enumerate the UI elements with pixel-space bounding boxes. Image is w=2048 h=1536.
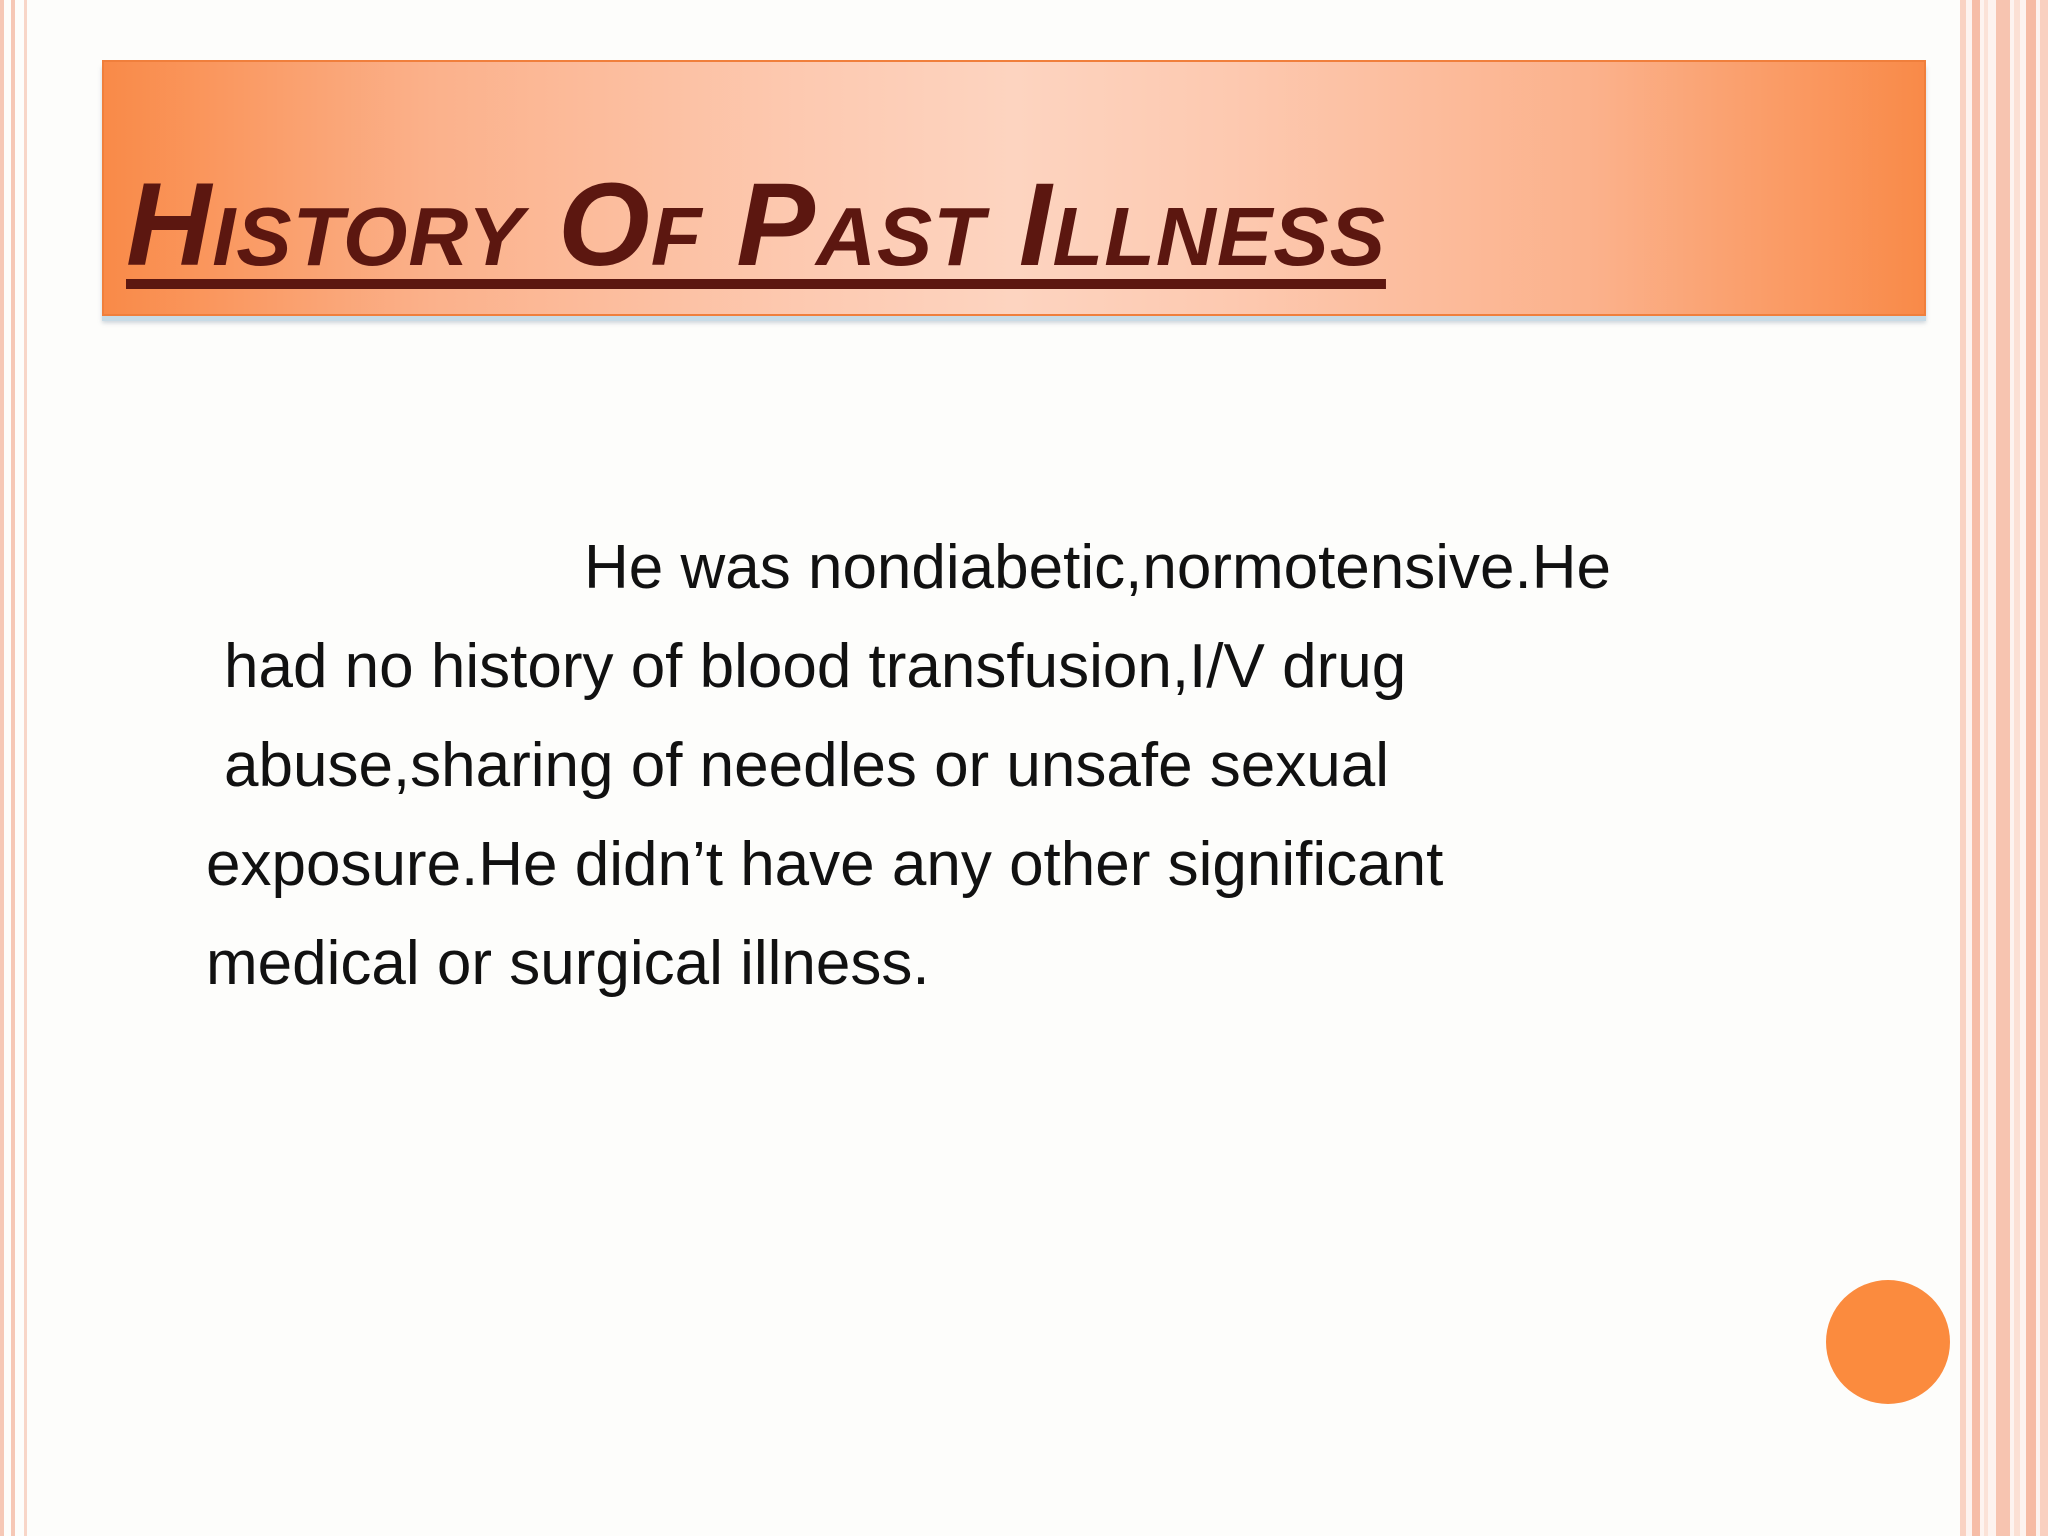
left-border-stripe: [11, 0, 15, 1536]
body-line: abuse,sharing of needles or unsafe sexual: [224, 731, 1390, 800]
slide-title: History Of Past Illness: [126, 159, 1386, 291]
body-line: exposure.He didn’t have any other significant: [206, 830, 1444, 899]
left-border-stripe: [24, 0, 27, 1536]
left-border-stripe: [0, 0, 4, 1536]
right-border-stripe: [1984, 0, 1988, 1536]
right-border-stripe: [1996, 0, 2010, 1536]
body-line: He was nondiabetic,normotensive.He: [584, 533, 1611, 602]
decorative-circle: [1826, 1280, 1950, 1404]
right-border-stripe: [1960, 0, 1966, 1536]
right-border-stripe: [2014, 0, 2020, 1536]
right-border-stripe: [2040, 0, 2048, 1536]
right-border-stripe: [1972, 0, 1980, 1536]
right-border-stripe: [2026, 0, 2036, 1536]
slide-body: [206, 518, 1766, 1013]
body-line: medical or surgical illness.: [206, 929, 930, 998]
body-line: had no history of blood transfusion,I/V drug: [224, 632, 1407, 701]
